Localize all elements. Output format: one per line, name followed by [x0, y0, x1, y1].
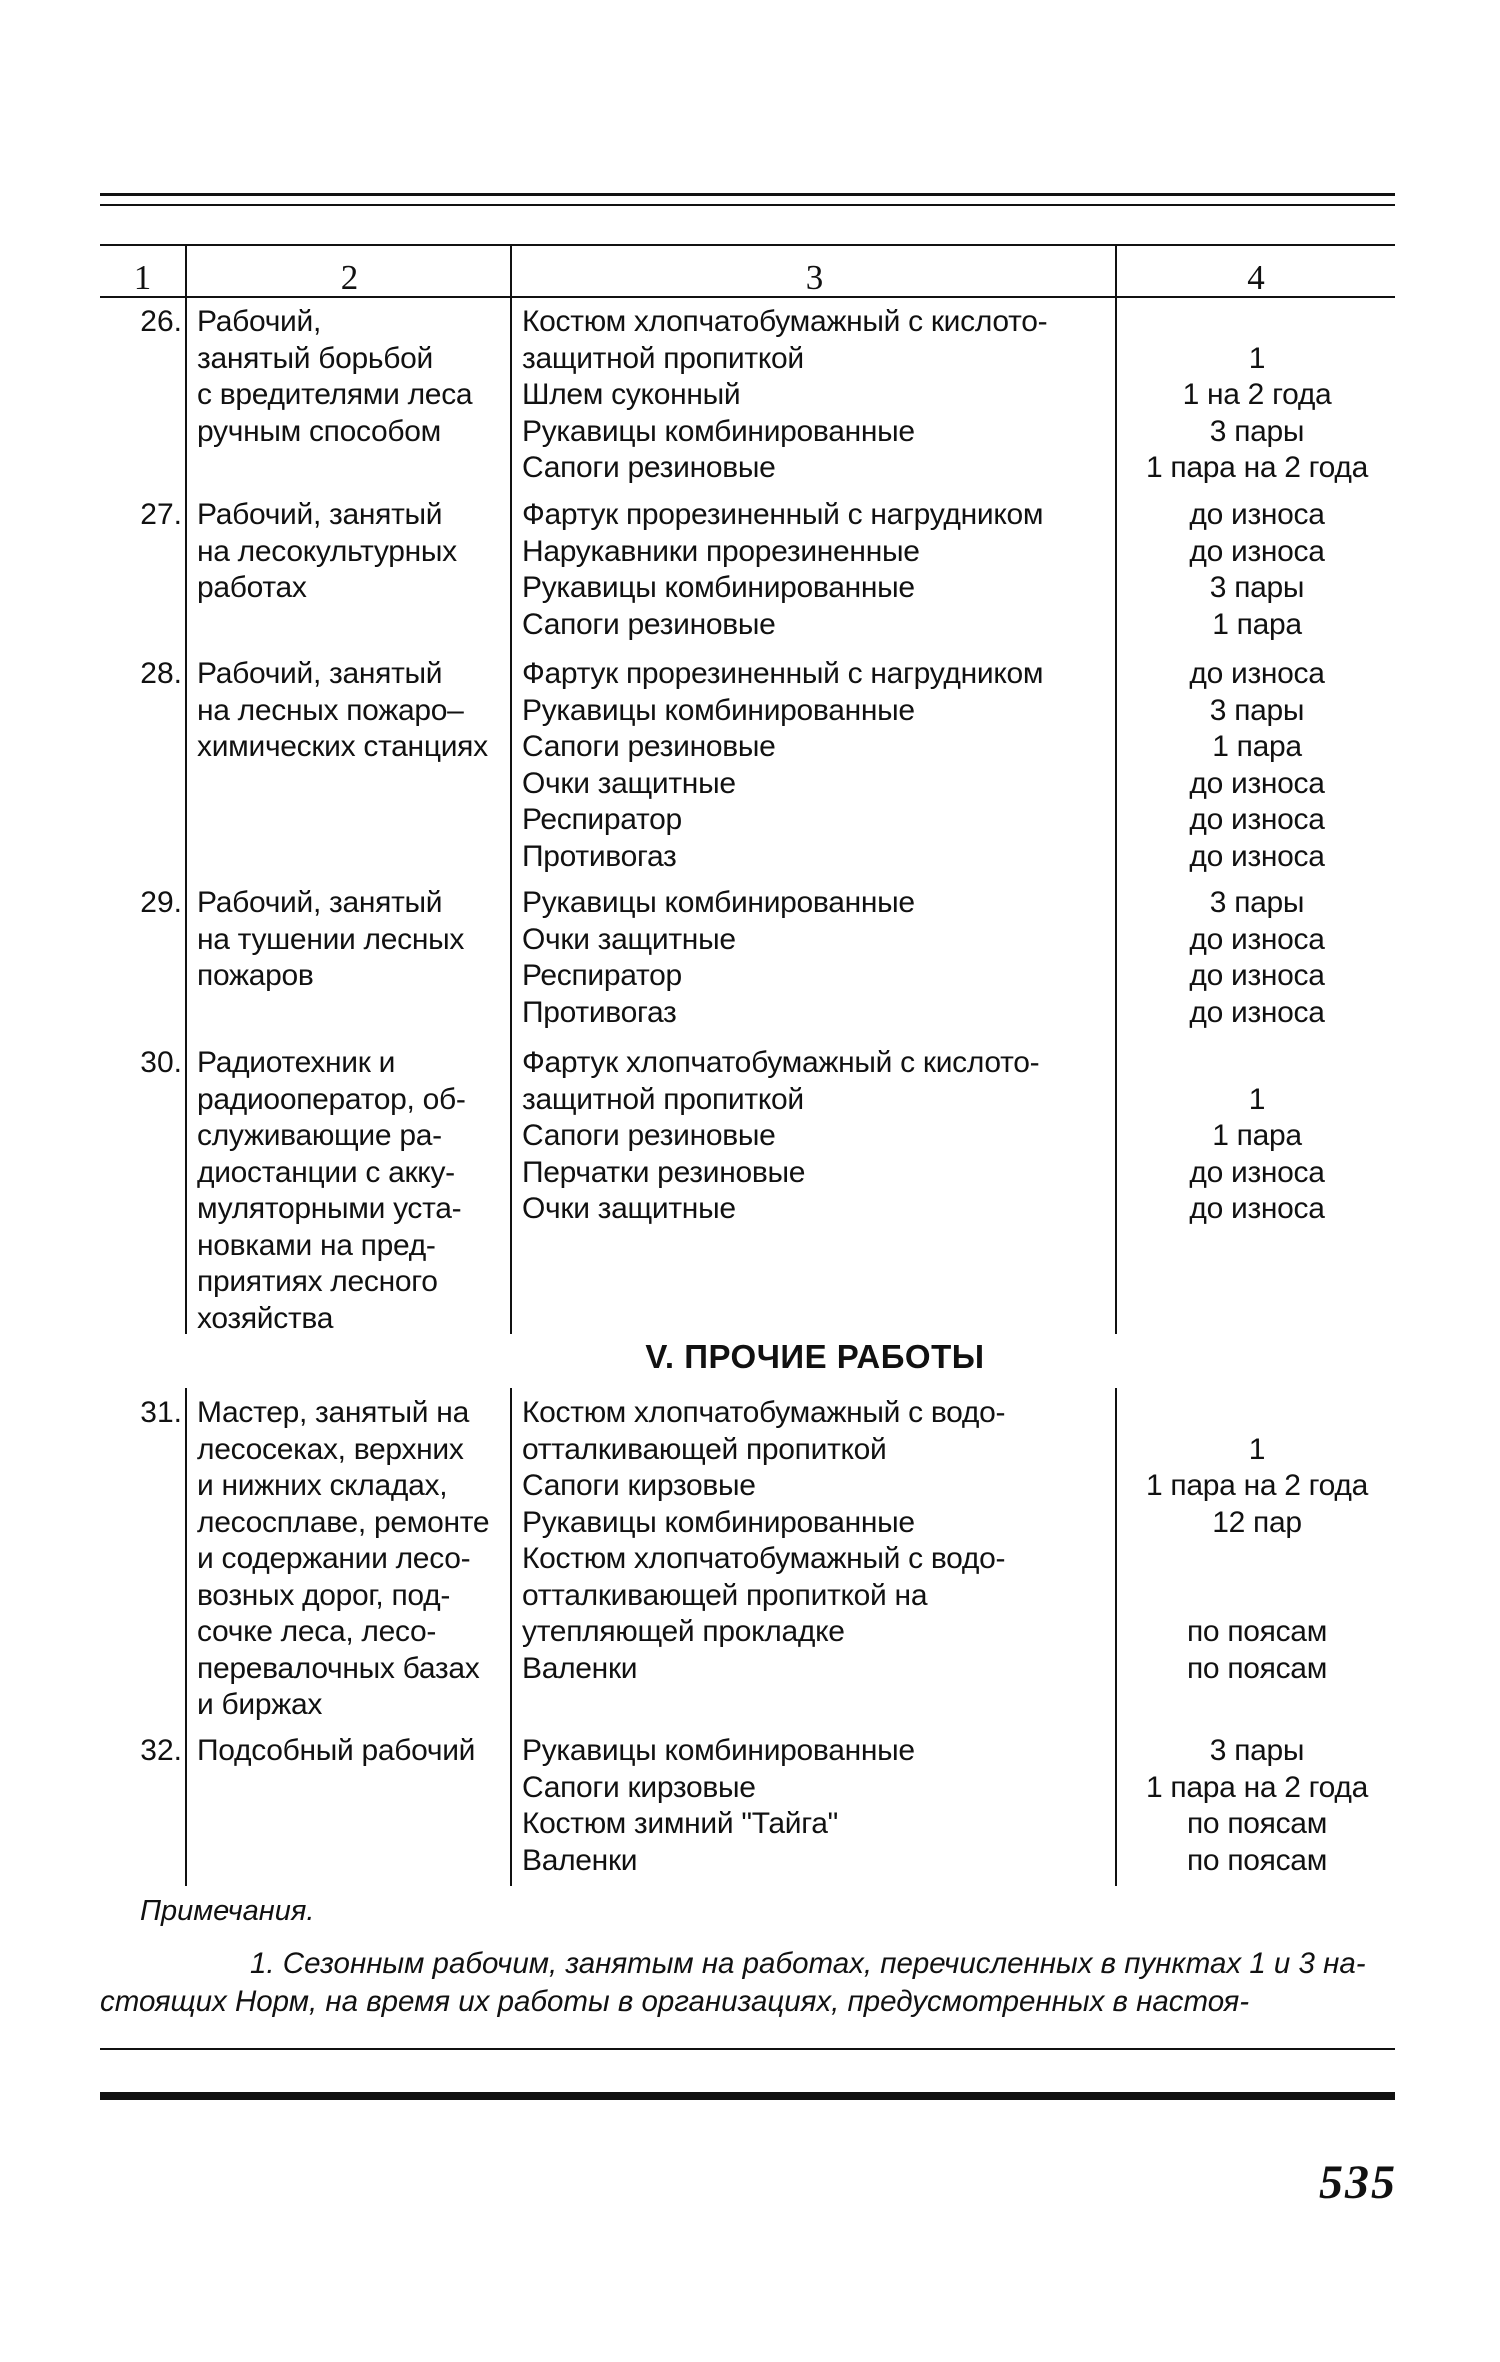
protective-items [522, 1733, 915, 1879]
text-line: Противогаз [522, 995, 677, 1029]
text-line: служивающие ра- [197, 1119, 442, 1152]
text-line: по поясам [1186, 1807, 1328, 1840]
text-line: по поясам [1186, 1615, 1328, 1648]
text-line: Очки защитные [522, 922, 736, 956]
note-line: 1. Сезонным рабочим, занятым на работах, перечисленных в пунктах 1 и 3 на- [250, 1947, 1366, 1980]
protective-items [522, 1045, 1039, 1228]
col-divider-3-lower [1115, 1388, 1117, 1886]
text-line: 12 пар [1212, 1505, 1302, 1539]
bottom-rule-thick [100, 2092, 1395, 2100]
text-line: 1 пара [1212, 607, 1302, 641]
text-line: лесосеках, верхних [197, 1432, 464, 1466]
page-number: 535 [1319, 2156, 1397, 2209]
text-line: возных дорог, под- [197, 1578, 451, 1612]
text-line: Перчатки резиновые [522, 1155, 806, 1189]
job-description [197, 885, 464, 995]
text-line: радиооператор, об- [197, 1082, 466, 1116]
job-description [197, 1045, 466, 1337]
text-line: защитной пропиткой [522, 341, 804, 375]
text-line: Радиотехник и [197, 1046, 396, 1079]
wear-terms [1122, 885, 1392, 1031]
text-line: до износа [1189, 803, 1325, 836]
text-line: Нарукавники прорезиненные [522, 534, 920, 568]
text-line: до износа [1189, 995, 1325, 1029]
job-description [197, 304, 472, 450]
wear-terms [1122, 656, 1392, 875]
text-line: 1 пара на 2 года [1146, 1770, 1368, 1804]
text-line: Мастер, занятый на [197, 1396, 469, 1429]
text-line: Фартук хлопчатобумажный с кислото- [522, 1046, 1040, 1079]
text-line: 3 пары [1209, 571, 1305, 604]
text-line: Сапоги резиновые [522, 607, 776, 641]
text-line: 1 [1248, 1432, 1266, 1466]
text-line: до износа [1189, 1192, 1325, 1225]
wear-terms [1122, 304, 1392, 487]
text-line: Противогаз [522, 839, 677, 873]
text-line: Валенки [522, 1843, 638, 1877]
text-line: Рабочий, занятый [197, 498, 443, 531]
text-line: Шлем суконный [522, 378, 741, 411]
text-line: Респиратор [522, 959, 682, 992]
bottom-rule-thin [100, 2048, 1395, 2050]
note-line: стоящих Норм, на время их работы в организациях, предусмотренных в настоя- [100, 1985, 1250, 2018]
text-line: Сапоги резиновые [522, 1119, 776, 1152]
job-description [197, 1733, 475, 1770]
text-line: до износа [1189, 922, 1325, 956]
row-number: 32. [140, 1734, 182, 1767]
text-line: Очки защитные [522, 1192, 736, 1225]
text-line: 3 пары [1209, 693, 1305, 727]
text-line: Сапоги резиновые [522, 451, 776, 484]
col-header-2: 2 [340, 258, 359, 297]
text-line: Фартук прорезиненный с нагрудником [522, 657, 1044, 690]
text-line: Костюм хлопчатобумажный с кислото- [522, 305, 1048, 338]
text-line [1122, 1541, 1392, 1578]
text-line: ручным способом [197, 414, 442, 448]
notes-title: Примечания. [140, 1895, 315, 1927]
text-line: Сапоги резиновые [522, 730, 776, 763]
row-number: 26. [140, 305, 182, 338]
text-line: лесосплаве, ремонте [197, 1505, 490, 1539]
text-line: отталкивающей пропиткой [522, 1432, 887, 1466]
text-line: на лесных пожаро– [197, 693, 464, 727]
protective-items [522, 885, 915, 1031]
text-line: Подсобный рабочий [197, 1734, 476, 1767]
col-divider-2-lower [510, 1388, 512, 1886]
text-line: Респиратор [522, 803, 682, 836]
text-line: до износа [1189, 959, 1325, 992]
note-1-cont [100, 1983, 1395, 2021]
text-line: приятиях лесного [197, 1265, 438, 1298]
text-line: и нижних складах, [197, 1469, 448, 1502]
text-line: 1 [1248, 1082, 1266, 1116]
text-line [1122, 304, 1392, 341]
text-line: 1 пара на 2 года [1146, 1469, 1368, 1502]
text-line: Сапоги кирзовые [522, 1469, 756, 1502]
text-line [1122, 1578, 1392, 1615]
col-header-4: 4 [1247, 258, 1265, 297]
text-line: 1 пара на 2 года [1146, 451, 1368, 484]
protective-items [522, 656, 1043, 875]
wear-terms [1122, 1045, 1392, 1228]
text-line: до износа [1189, 498, 1325, 531]
text-line: Валенки [522, 1651, 638, 1685]
text-line: 1 пара [1212, 730, 1302, 763]
text-line: Рабочий, занятый [197, 886, 443, 919]
text-line: с вредителями леса [197, 378, 473, 411]
text-line: и биржах [197, 1688, 323, 1721]
table-top-rule [100, 244, 1395, 246]
text-line: Рукавицы комбинированные [522, 886, 915, 919]
text-line: Сапоги кирзовые [522, 1770, 756, 1804]
text-line: утепляющей прокладке [522, 1615, 845, 1648]
text-line: до износа [1189, 839, 1325, 873]
text-line: до износа [1189, 1155, 1325, 1189]
row-number: 27. [140, 498, 182, 531]
text-line: Рукавицы комбинированные [522, 693, 915, 727]
text-line: перевалочных базах [197, 1651, 480, 1685]
text-line: Рабочий, [197, 305, 321, 338]
wear-terms [1122, 1395, 1392, 1687]
col-divider-3 [1115, 244, 1117, 1334]
text-line: Костюм зимний "Тайга" [522, 1807, 838, 1840]
text-line: 1 [1248, 341, 1266, 375]
col-divider-1 [185, 244, 187, 1334]
row-number: 30. [140, 1046, 182, 1079]
text-line: до износа [1189, 534, 1325, 568]
row-number: 29. [140, 886, 182, 919]
text-line: 1 пара [1212, 1119, 1302, 1152]
col-divider-2 [510, 244, 512, 1334]
text-line: Рукавицы комбинированные [522, 1505, 915, 1539]
text-line: Костюм хлопчатобумажный с водо- [522, 1396, 1006, 1429]
section-title: V. ПРОЧИЕ РАБОТЫ [645, 1338, 985, 1375]
row-number: 31. [140, 1396, 182, 1429]
wear-terms [1122, 497, 1392, 643]
text-line: по поясам [1186, 1843, 1328, 1877]
text-line: 3 пары [1209, 414, 1305, 448]
job-description [197, 656, 488, 766]
wear-terms [1122, 1733, 1392, 1879]
col-header-3: 3 [805, 258, 824, 297]
row-number: 28. [140, 657, 182, 690]
text-line: муляторными уста- [197, 1192, 462, 1225]
text-line: защитной пропиткой [522, 1082, 804, 1116]
col-divider-1-lower [185, 1388, 187, 1886]
job-description [197, 1395, 489, 1724]
text-line [1122, 1045, 1392, 1082]
text-line: 1 на 2 года [1182, 378, 1332, 411]
text-line: химических станциях [197, 730, 488, 763]
text-line: новками на пред- [197, 1228, 436, 1262]
col-header-1: 1 [133, 258, 152, 297]
text-line: диостанции с акку- [197, 1155, 455, 1189]
text-line: пожаров [197, 959, 314, 992]
text-line: Рукавицы комбинированные [522, 571, 915, 604]
text-line [1122, 1395, 1392, 1432]
top-rule-2 [100, 204, 1395, 206]
text-line: 3 пары [1209, 1734, 1305, 1767]
text-line: на тушении лесных [197, 922, 465, 956]
text-line: по поясам [1186, 1651, 1328, 1685]
text-line: занятый борьбой [197, 341, 433, 375]
job-description [197, 497, 457, 607]
top-rule-1 [100, 193, 1395, 196]
text-line: Рукавицы комбинированные [522, 1734, 915, 1767]
text-line: Рабочий, занятый [197, 657, 443, 690]
text-line: до износа [1189, 766, 1325, 800]
text-line: на лесокультурных [197, 534, 457, 568]
text-line: хозяйства [197, 1301, 334, 1335]
text-line: Костюм хлопчатобумажный с водо- [522, 1542, 1006, 1575]
protective-items [522, 1395, 1005, 1687]
text-line: и содержании лесо- [197, 1542, 471, 1575]
text-line: Фартук прорезиненный с нагрудником [522, 498, 1044, 531]
text-line: до износа [1189, 657, 1325, 690]
protective-items [522, 304, 1047, 487]
text-line: Очки защитные [522, 766, 736, 800]
text-line: работах [197, 571, 307, 604]
text-line: отталкивающей пропиткой на [522, 1578, 928, 1612]
text-line: 3 пары [1209, 886, 1305, 919]
text-line: сочке леса, лесо- [197, 1615, 437, 1648]
note-1 [100, 1945, 1395, 1983]
protective-items [522, 497, 1043, 643]
text-line: Рукавицы комбинированные [522, 414, 915, 448]
